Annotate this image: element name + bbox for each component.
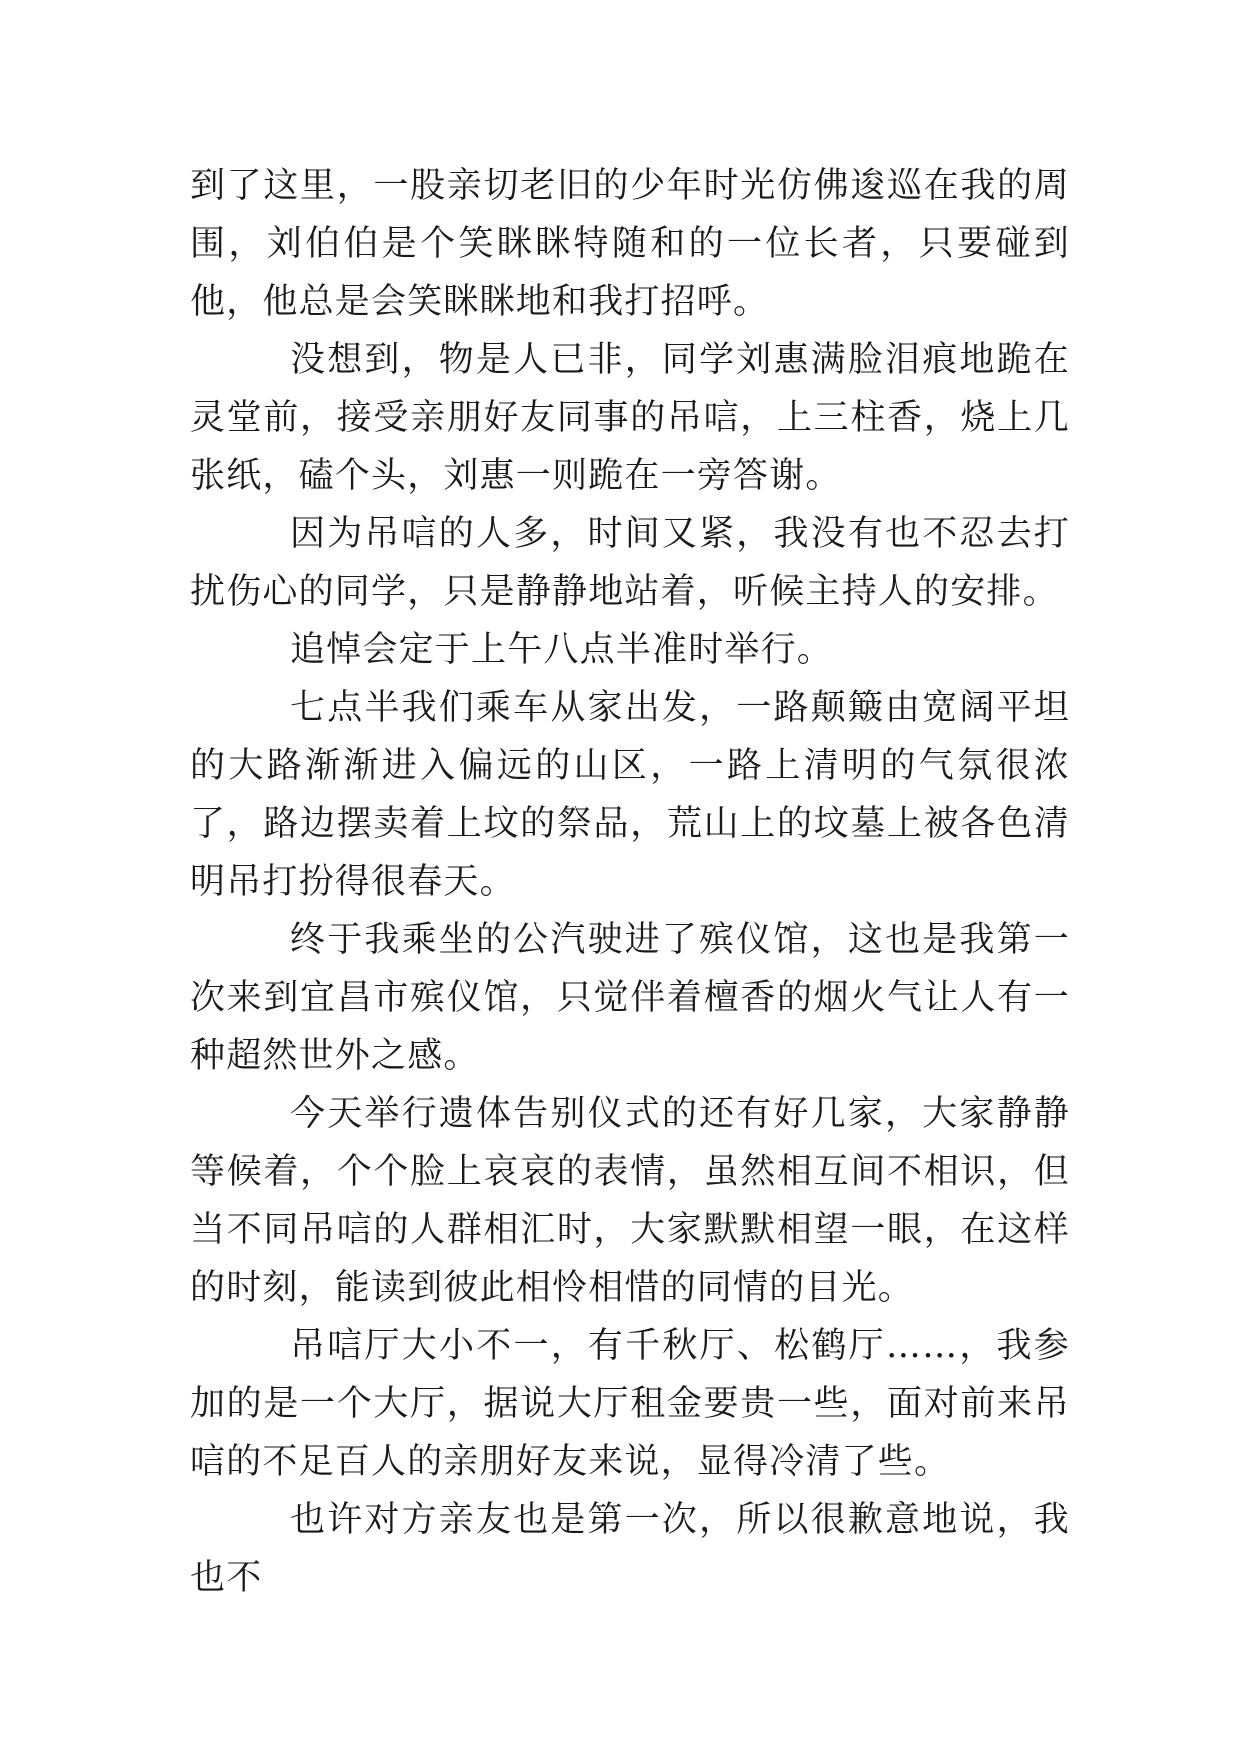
paragraph-1: 到了这里，一股亲切老旧的少年时光仿佛逡巡在我的周围，刘伯伯是个笑眯眯特随和的一位长者，只要碰到他，他总是会笑眯眯地和我打招呼。 [190, 166, 1070, 322]
paragraph-9: 也许对方亲友也是第一次，所以很歉意地说，我也不 [190, 1500, 1070, 1598]
paragraph-6: 终于我乘坐的公汽驶进了殡仪馆，这也是我第一次来到宜昌市殡仪馆，只觉伴着檀香的烟火气让人有一种超然世外之感。 [190, 920, 1070, 1076]
paragraph-3: 因为吊唁的人多，时间又紧，我没有也不忍去打扰伤心的同学，只是静静地站着，听候主持人的安排。 [190, 514, 1070, 612]
paragraph-2: 没想到，物是人已非，同学刘惠满脸泪痕地跪在灵堂前，接受亲朋好友同事的吊唁，上三柱香，烧上几张纸，磕个头，刘惠一则跪在一旁答谢。 [190, 340, 1070, 496]
paragraph-8: 吊唁厅大小不一，有千秋厅、松鹤厅……，我参加的是一个大厅，据说大厅租金要贵一些，面对前来吊唁的不足百人的亲朋好友来说，显得冷清了些。 [190, 1326, 1070, 1482]
paragraph-7: 今天举行遗体告别仪式的还有好几家，大家静静等候着，个个脸上哀哀的表情，虽然相互间不相识，但当不同吊唁的人群相汇时，大家默默相望一眼，在这样的时刻，能读到彼此相怜相惜的同情的目光。 [190, 1094, 1070, 1308]
paragraph-5: 七点半我们乘车从家出发，一路颠簸由宽阔平坦的大路渐渐进入偏远的山区，一路上清明的气氛很浓了，路边摆卖着上坟的祭品，荒山上的坟墓上被各色清明吊打扮得很春天。 [190, 688, 1070, 902]
document-body [190, 157, 1070, 1607]
paragraph-4: 追悼会定于上午八点半准时举行。 [290, 630, 834, 670]
